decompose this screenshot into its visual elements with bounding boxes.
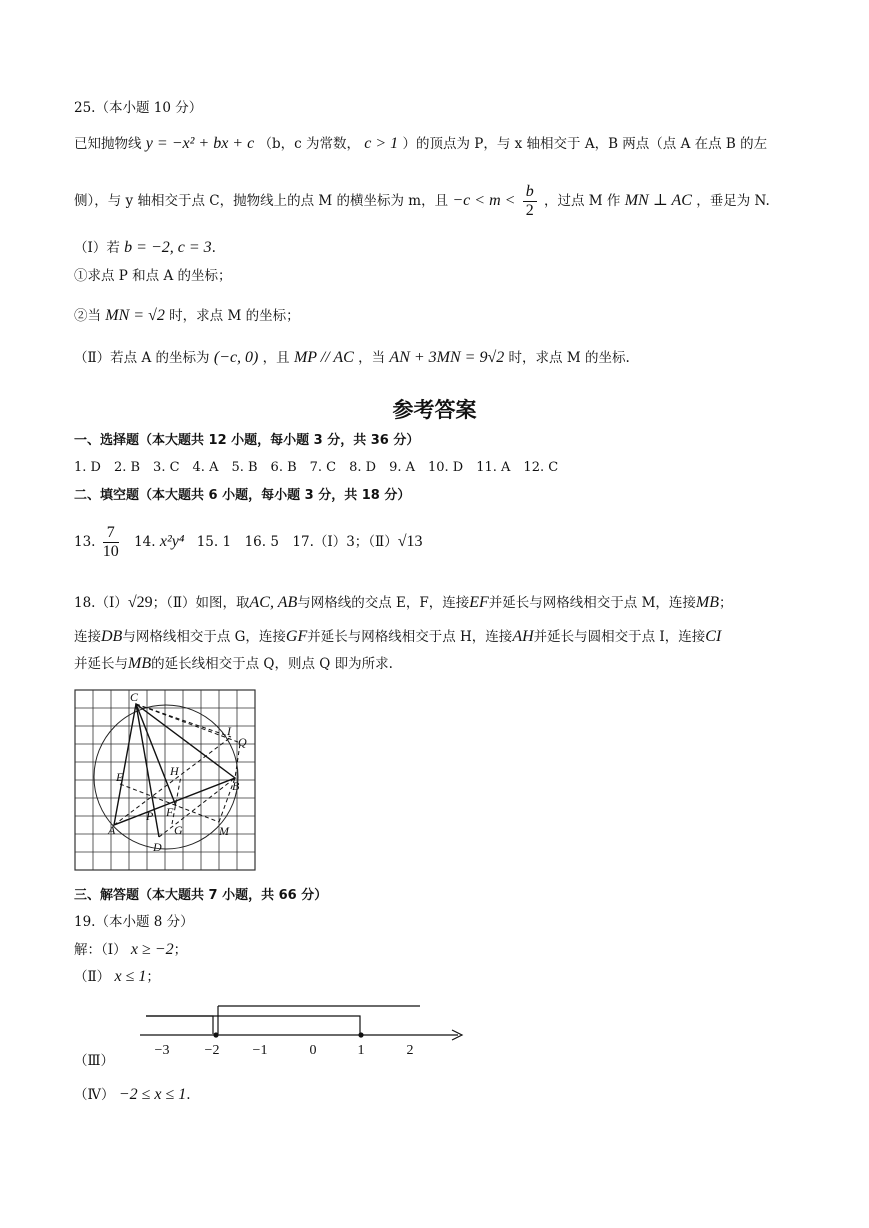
q18-text-h: ； bbox=[719, 595, 733, 611]
parallel-expr: MP // AC bbox=[293, 349, 354, 366]
label-A: A bbox=[108, 823, 116, 837]
q19-part4-value: −2 ≤ x ≤ 1 bbox=[118, 1086, 187, 1103]
c-condition: c > 1 bbox=[364, 135, 399, 152]
label-I: I bbox=[227, 724, 231, 738]
q18-l3-c: 的延长线相交于点 Q，则点 Q 即为所求. bbox=[151, 656, 393, 672]
q25-line1-text-c: ）的顶点为 P，与 x 轴相交于 A，B 两点（点 A 在点 B 的左 bbox=[402, 136, 768, 152]
q19-part4 bbox=[74, 1085, 191, 1105]
q18-text-d: 与网格线的交点 E，F，连接 bbox=[297, 595, 470, 611]
part1-label: （Ⅰ）若 bbox=[74, 240, 120, 256]
q19-part2-end: ； bbox=[146, 969, 160, 985]
q25-sub1: ①求点 P 和点 A 的坐标； bbox=[74, 268, 232, 284]
q25-heading: 25.（本小题 10 分） bbox=[74, 100, 203, 116]
q25-line2 bbox=[74, 180, 770, 222]
q18-gf: GF bbox=[285, 628, 308, 645]
perpendicular-expr: MN ⊥ AC bbox=[624, 192, 692, 209]
upper-solution-bar bbox=[146, 1006, 420, 1034]
q19-part1 bbox=[74, 940, 187, 960]
q18-l2-c: 与网格线相交于点 G，连接 bbox=[122, 629, 286, 645]
q18-geometry-figure bbox=[74, 689, 256, 871]
left-solution-bar bbox=[146, 1016, 360, 1034]
q13-numerator: 7 bbox=[103, 524, 119, 543]
q25-line1-text-a: 已知抛物线 bbox=[74, 136, 142, 152]
closed-dot-1 bbox=[358, 1032, 363, 1037]
q19-part1-label: 解：（Ⅰ） bbox=[74, 942, 127, 958]
q19-part1-value: x ≥ −2 bbox=[130, 941, 174, 958]
part1-condition: b = −2, c = 3 bbox=[124, 239, 212, 256]
label-D: D bbox=[153, 840, 162, 854]
part2-text-a: （Ⅱ）若点 A 的坐标为 bbox=[74, 350, 210, 366]
number-line-figure bbox=[140, 998, 480, 1062]
label-P: P bbox=[146, 809, 154, 823]
q19-heading: 19.（本小题 8 分） bbox=[74, 914, 194, 930]
answers-title: 参考答案 bbox=[392, 398, 477, 422]
q19-part1-end: ； bbox=[173, 942, 188, 958]
q18-part1-label: 18.（Ⅰ） bbox=[74, 595, 128, 611]
tick-label: −2 bbox=[204, 1043, 220, 1058]
sub2-text-b: 时，求点 M 的坐标； bbox=[169, 308, 300, 324]
tick-label: 0 bbox=[309, 1043, 317, 1058]
q18-l3-mb: MB bbox=[128, 655, 152, 672]
q14-value: x²y⁴ bbox=[159, 533, 185, 550]
label-B: B bbox=[232, 779, 240, 793]
q19-part2-value: x ≤ 1 bbox=[114, 968, 147, 985]
closed-dot-minus2 bbox=[213, 1032, 218, 1037]
label-C: C bbox=[130, 690, 139, 704]
tick-label: 2 bbox=[406, 1043, 414, 1058]
q14-label: 14. bbox=[134, 534, 156, 550]
q25-line1 bbox=[74, 134, 767, 154]
q13-denominator: 10 bbox=[102, 543, 119, 560]
fraction-b-over-2 bbox=[523, 183, 537, 220]
q19-part2-label: （Ⅱ） bbox=[74, 969, 111, 985]
q18-ci: CI bbox=[705, 628, 722, 645]
q18-text-b: ；（Ⅱ）如图，取 bbox=[152, 595, 250, 611]
label-F: F bbox=[166, 805, 174, 819]
q13-fraction bbox=[103, 524, 119, 561]
sub2-equation: MN = √2 bbox=[105, 307, 165, 324]
q18-mb: MB bbox=[695, 594, 720, 611]
parabola-equation: y = −x² + bx + c bbox=[145, 135, 255, 152]
q18-l3-a: 并延长与 bbox=[74, 656, 128, 672]
part2-text-d: 时，求点 M 的坐标. bbox=[508, 350, 630, 366]
m-range: −c < m < bbox=[452, 192, 516, 209]
q18-l2-e: 并延长与网格线相交于点 H，连接 bbox=[307, 629, 513, 645]
label-G: G bbox=[174, 823, 183, 837]
label-E: E bbox=[116, 770, 124, 784]
q19-part3-label: （Ⅲ） bbox=[74, 1053, 115, 1069]
q25-part1 bbox=[74, 238, 216, 258]
q18-line1 bbox=[74, 593, 733, 613]
part2-equation: AN + 3MN = 9√2 bbox=[389, 349, 505, 366]
part2-text-b: ，且 bbox=[262, 350, 290, 366]
section2-heading: 二、填空题（本大题共 6 小题，每小题 3 分，共 18 分） bbox=[74, 488, 411, 503]
tick-label: −1 bbox=[252, 1043, 268, 1058]
fill-answers bbox=[74, 520, 423, 564]
q13-label: 13. bbox=[74, 534, 96, 550]
label-M: M bbox=[219, 824, 229, 838]
choice-answers: 1. D 2. B 3. C 4. A 5. B 6. B 7. C 8. D 9. A 10. D 11. A 12. C bbox=[74, 460, 559, 475]
q18-l2-a: 连接 bbox=[74, 629, 101, 645]
section3-heading: 三、解答题（本大题共 7 小题，共 66 分） bbox=[74, 888, 328, 903]
q25-sub2 bbox=[74, 306, 300, 326]
sub2-text-a: ②当 bbox=[74, 308, 101, 324]
q19-part4-label: （Ⅳ） bbox=[74, 1087, 115, 1103]
q18-ac-ab: AC, AB bbox=[249, 594, 298, 611]
q18-l2-g: 并延长与圆相交于点 I，连接 bbox=[533, 629, 706, 645]
q18-text-f: 并延长与网格线相交于点 M，连接 bbox=[488, 595, 696, 611]
fraction-numerator: b bbox=[523, 183, 537, 202]
q17-value: √13 bbox=[397, 533, 423, 550]
q25-part2 bbox=[74, 348, 630, 368]
q18-line3 bbox=[74, 654, 393, 674]
q15-17-text: 15. 1 16. 5 17.（Ⅰ）3；（Ⅱ） bbox=[196, 534, 398, 550]
point-a-coord: (−c, 0) bbox=[213, 349, 259, 366]
q18-line2 bbox=[74, 627, 721, 647]
tick-label: 1 bbox=[357, 1043, 365, 1058]
q18-db: DB bbox=[101, 628, 123, 645]
label-Q: Q bbox=[238, 735, 247, 749]
q25-line2-text-a: 侧），与 y 轴相交于点 C，抛物线上的点 M 的横坐标为 m，且 bbox=[74, 193, 449, 209]
q25-line1-text-b: （b，c 为常数， bbox=[258, 136, 360, 152]
q18-ef: EF bbox=[469, 594, 489, 611]
part2-text-c: ，当 bbox=[358, 350, 386, 366]
q25-line2-text-b: ，过点 M 作 bbox=[544, 193, 621, 209]
q18-part1-value: √29 bbox=[127, 594, 153, 611]
q18-ah: AH bbox=[512, 628, 534, 645]
part1-end: . bbox=[211, 240, 216, 256]
q19-part4-end: . bbox=[186, 1087, 191, 1103]
fraction-denominator: 2 bbox=[525, 202, 534, 219]
tick-label: −3 bbox=[154, 1043, 170, 1058]
q19-part2 bbox=[74, 967, 160, 987]
label-H: H bbox=[170, 764, 179, 778]
q25-line2-text-c: ，垂足为 N. bbox=[696, 193, 770, 209]
section1-heading: 一、选择题（本大题共 12 小题，每小题 3 分，共 36 分） bbox=[74, 433, 420, 448]
